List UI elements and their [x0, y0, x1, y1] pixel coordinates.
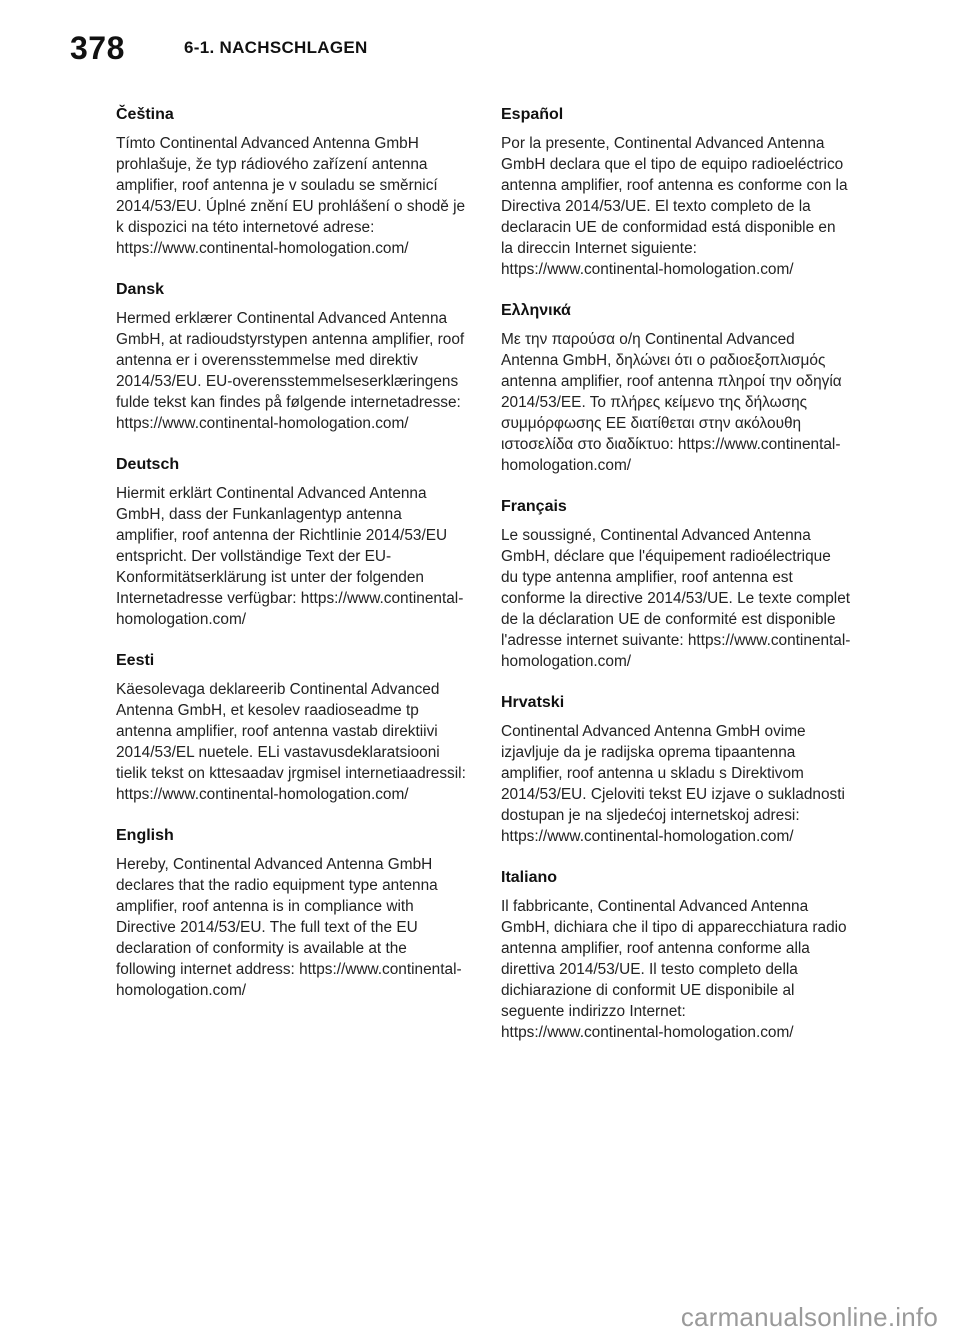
language-block-italian: [501, 867, 851, 1043]
language-heading: Italiano: [501, 869, 558, 886]
language-block-czech: [116, 104, 466, 259]
language-block-greek: [501, 300, 851, 476]
page-header: [0, 0, 960, 86]
language-block-german: [116, 454, 466, 630]
declaration-text: Hereby, Continental Advanced Antenna GmbH declares that the radio equipment type antenna amplifier, roof antenna is in compliance with Directive 2014/53/EU. The full text of the EU declaration of conformity is available at the following internet address: https://www.continental-homologation.com/: [116, 856, 462, 999]
declaration-text: Hiermit erklärt Continental Advanced Antenna GmbH, dass der Funkanlagentyp antenna amplifier, roof antenna der Richtlinie 2014/53/EU entspricht. Der vollständige Text der EU-Konformitätserklärung ist unter der folgenden Internetadresse verfügbar: https://www.continental-homologation.com/: [116, 485, 464, 628]
language-heading: Hrvatski: [501, 694, 565, 711]
language-heading: Español: [501, 106, 564, 123]
language-block-spanish: [501, 104, 851, 280]
declaration-text: Με την παρούσα ο/η Continental Advanced Antenna GmbH, δηλώνει ότι ο ραδιοεξοπλισμός antenna amplifier, roof antenna πληροί την οδηγία 2014/53/ΕΕ. Το πλήρες κείμενο της δήλωσης συμμόρφωσης ΕΕ διατίθεται στην ακόλουθη ιστοσελίδα στο διαδίκτυο: https://www.continental-homologation.com/: [501, 331, 842, 474]
language-heading: Dansk: [116, 281, 165, 298]
language-heading: English: [116, 827, 174, 844]
watermark: carmanualsonline.info: [680, 1302, 938, 1332]
declaration-text: Il fabbricante, Continental Advanced Antenna GmbH, dichiara che il tipo di apparecchiatura radio antenna amplifier, roof antenna conforme alla direttiva 2014/53/UE. Il testo completo della dichiarazione di conformit UE disponibile al seguente indirizzo Internet: https://www.continental-homologation.com/: [501, 898, 847, 1041]
declaration-text: Continental Advanced Antenna GmbH ovime izjavljuje da je radijska oprema tipaantenna amplifier, roof antenna u skladu s Direktivom 2014/53/EU. Cjeloviti tekst EU izjave o sukladnosti dostupan je na sljedećoj internetskoj adresi: https://www.continental-homologation.com/: [501, 723, 845, 845]
left-column: [116, 104, 466, 1021]
right-column: [501, 104, 851, 1063]
section-title: 6-1. NACHSCHLAGEN: [184, 38, 368, 57]
declaration-text: Le soussigné, Continental Advanced Antenna GmbH, déclare que l'équipement radioélectrique du type antenna amplifier, roof antenna est conforme la directive 2014/53/UE. Le texte complet de la déclaration UE de conformité est disponible l'adresse internet suivante: https://www.continental-homologation.com/: [501, 527, 851, 670]
page-number: 378: [70, 30, 125, 66]
language-heading: Deutsch: [116, 456, 180, 473]
language-heading: Français: [501, 498, 567, 515]
declaration-text: Hermed erklærer Continental Advanced Antenna GmbH, at radioudstyrstypen antenna amplifier, roof antenna er i overensstemmelse med direktiv 2014/53/EU. EU-overensstemmelseserklæringens fulde tekst kan findes på følgende internetadresse: https://www.continental-homologation.com/: [116, 310, 465, 432]
language-block-croatian: [501, 692, 851, 847]
language-heading: Ελληνικά: [501, 302, 571, 319]
declaration-text: Tímto Continental Advanced Antenna GmbH prohlašuje, že typ rádiového zařízení antenna amplifier, roof antenna je v souladu se směrnicí 2014/53/EU. Úplné znění EU prohlášení o shodě je k dispozici na této internetové adrese: https://www.continental-homologation.com/: [116, 135, 466, 257]
language-block-danish: [116, 279, 466, 434]
language-block-estonian: [116, 650, 466, 805]
language-heading: Čeština: [116, 106, 174, 123]
language-block-english: [116, 825, 466, 1001]
declaration-text: Käesolevaga deklareerib Continental Advanced Antenna GmbH, et kesolev raadioseadme tp antenna amplifier, roof antenna vastab direktiivi 2014/53/EL nuetele. ELi vastavusdeklaratsiooni tielik tekst on kttesaadav jrgmisel internetiaadressil: https://www.continental-homologation.com/: [116, 681, 466, 803]
language-block-french: [501, 496, 851, 672]
declaration-text: Por la presente, Continental Advanced Antenna GmbH declara que el tipo de equipo radioeléctrico antenna amplifier, roof antenna es conforme con la Directiva 2014/53/UE. El texto completo de la declaracin UE de conformidad está disponible en la direccin Internet siguiente: https://www.continental-homologation.com/: [501, 135, 848, 278]
language-heading: Eesti: [116, 652, 155, 669]
